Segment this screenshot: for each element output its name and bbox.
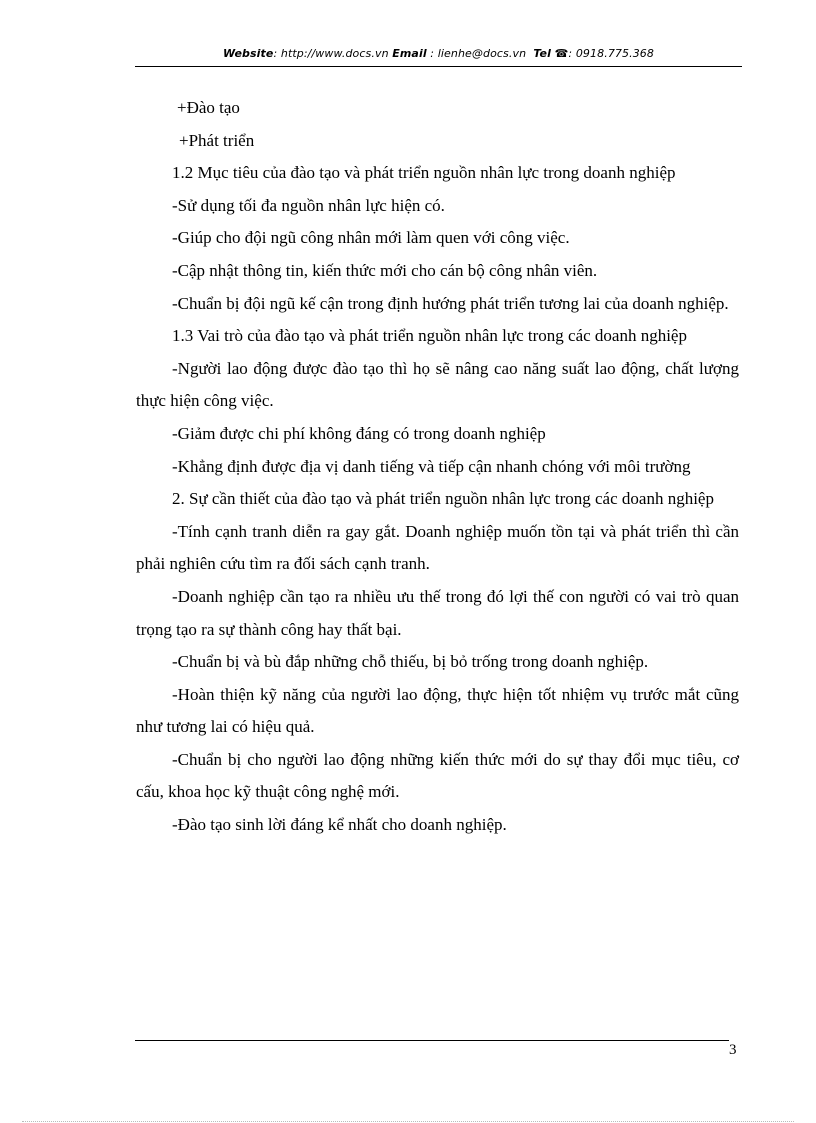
paragraph: +Phát triển — [179, 130, 255, 150]
email-label: Email — [392, 47, 427, 60]
header-divider — [135, 66, 742, 67]
paragraph: -Người lao động được đào tạo thì họ sẽ nâng cao năng suất lao động, chất lượng thực hiện công việc. — [136, 358, 739, 411]
page-number: 3 — [729, 1042, 737, 1058]
footer-divider — [135, 1040, 729, 1041]
paragraph: -Khẳng định được địa vị danh tiếng và tiếp cận nhanh chóng với môi trường — [172, 456, 691, 476]
page-header — [135, 47, 742, 60]
website-url[interactable]: : http://www.docs.vn — [273, 47, 389, 60]
paragraph: -Tính cạnh tranh diễn ra gay gắt. Doanh nghiệp muốn tồn tại và phát triển thì cần phải nghiên cứu tìm ra đối sách cạnh tranh. — [136, 521, 739, 574]
phone-icon: ☎ — [554, 47, 569, 60]
document-body — [136, 92, 739, 842]
paragraph: -Đào tạo sinh lời đáng kể nhất cho doanh nghiệp. — [172, 815, 507, 835]
paragraph: +Đào tạo — [177, 98, 240, 117]
section-heading: 1.2 Mục tiêu của đào tạo và phát triển nguồn nhân lực trong doanh nghiệp — [172, 163, 676, 183]
paragraph: -Chuẩn bị và bù đắp những chỗ thiếu, bị bỏ trống trong doanh nghiệp. — [172, 652, 649, 672]
website-label: Website — [222, 47, 274, 60]
paragraph: -Cập nhật thông tin, kiến thức mới cho cán bộ công nhân viên. — [172, 260, 598, 280]
email-address[interactable]: : lienhe@docs.vn — [426, 47, 527, 60]
paragraph: -Giúp cho đội ngũ công nhân mới làm quen với công việc. — [172, 228, 570, 248]
page-bottom-edge — [22, 1121, 794, 1122]
tel-number: : 0918.775.368 — [568, 47, 655, 60]
paragraph: -Chuẩn bị đội ngũ kế cận trong định hướng phát triển tương lai của doanh nghiệp. — [172, 293, 729, 313]
paragraph: -Giảm được chi phí không đáng có trong doanh nghiệp — [172, 423, 546, 443]
paragraph: -Doanh nghiệp cần tạo ra nhiều ưu thế trong đó lợi thế con người có vai trò quan trọng tạo ra sự thành công hay thất bại. — [136, 586, 739, 639]
tel-label: Tel — [533, 47, 551, 60]
section-heading: 2. Sự cần thiết của đào tạo và phát triển nguồn nhân lực trong các doanh nghiệp — [172, 489, 714, 509]
paragraph: -Chuẩn bị cho người lao động những kiến thức mới do sự thay đổi mục tiêu, cơ cấu, khoa học kỹ thuật công nghệ mới. — [136, 749, 739, 802]
section-heading: 1.3 Vai trò của đào tạo và phát triển nguồn nhân lực trong các doanh nghiệp — [172, 326, 687, 346]
paragraph: -Sử dụng tối đa nguồn nhân lực hiện có. — [172, 195, 445, 215]
paragraph: -Hoàn thiện kỹ năng của người lao động, thực hiện tốt nhiệm vụ trước mắt cũng như tương lai có hiệu quả. — [136, 684, 739, 737]
